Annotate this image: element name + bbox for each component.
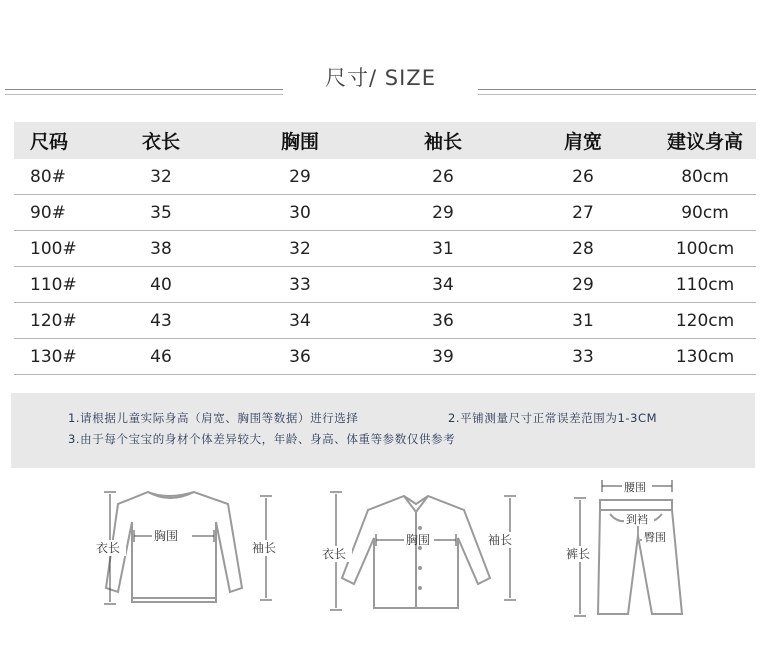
cell-shoulder: 26 bbox=[512, 159, 654, 195]
sweater-sleeve-label: 袖长 bbox=[252, 541, 277, 555]
shirt-diagram bbox=[312, 470, 532, 620]
cell-chest: 32 bbox=[226, 231, 374, 267]
header-chest: 胸围 bbox=[226, 122, 374, 159]
cell-chest: 29 bbox=[226, 159, 374, 195]
cell-size: 130# bbox=[14, 339, 96, 375]
cell-length: 32 bbox=[96, 159, 226, 195]
cell-size: 90# bbox=[14, 195, 96, 231]
cell-height: 110cm bbox=[654, 267, 756, 303]
sweater-length-label: 衣长 bbox=[96, 541, 121, 555]
table-header-row bbox=[14, 122, 756, 159]
sweater-chest-label: 胸围 bbox=[154, 529, 179, 543]
cell-size: 80# bbox=[14, 159, 96, 195]
table-row bbox=[14, 267, 756, 303]
cell-height: 80cm bbox=[654, 159, 756, 195]
note-2: 2.平铺测量尺寸正常误差范围为1-3CM bbox=[448, 411, 658, 425]
cell-shoulder: 33 bbox=[512, 339, 654, 375]
header-shoulder: 肩宽 bbox=[512, 122, 654, 159]
table-row bbox=[14, 159, 756, 195]
title-divider-left-thin bbox=[5, 94, 283, 95]
pants-hip-label: 臀围 bbox=[644, 531, 666, 544]
cell-sleeve: 36 bbox=[374, 303, 512, 339]
cell-height: 130cm bbox=[654, 339, 756, 375]
cell-length: 38 bbox=[96, 231, 226, 267]
cell-size: 110# bbox=[14, 267, 96, 303]
cell-shoulder: 27 bbox=[512, 195, 654, 231]
cell-length: 35 bbox=[96, 195, 226, 231]
table-row bbox=[14, 231, 756, 267]
cell-height: 100cm bbox=[654, 231, 756, 267]
size-table bbox=[14, 122, 756, 375]
shirt-chest-label: 胸围 bbox=[406, 533, 431, 547]
table-row bbox=[14, 303, 756, 339]
pants-crotch-label: 到裆 bbox=[626, 513, 648, 526]
page-title: 尺寸/ SIZE bbox=[325, 66, 436, 90]
cell-length: 46 bbox=[96, 339, 226, 375]
title-divider-right-thin bbox=[478, 94, 756, 95]
pants-diagram bbox=[560, 470, 720, 625]
header-sleeve: 袖长 bbox=[374, 122, 512, 159]
size-title-section bbox=[0, 50, 761, 100]
pants-waist-label: 腰围 bbox=[624, 481, 646, 494]
cell-size: 120# bbox=[14, 303, 96, 339]
cell-sleeve: 26 bbox=[374, 159, 512, 195]
pants-illustration bbox=[560, 470, 720, 625]
cell-length: 43 bbox=[96, 303, 226, 339]
note-1: 1.请根据儿童实际身高（肩宽、胸围等数据）进行选择 bbox=[68, 411, 359, 425]
cell-height: 90cm bbox=[654, 195, 756, 231]
cell-chest: 34 bbox=[226, 303, 374, 339]
table-row bbox=[14, 339, 756, 375]
cell-length: 40 bbox=[96, 267, 226, 303]
header-length: 衣长 bbox=[96, 122, 226, 159]
size-notes-panel bbox=[11, 393, 755, 468]
cell-chest: 36 bbox=[226, 339, 374, 375]
note-3: 3.由于每个宝宝的身材个体差异较大，年龄、身高、体重等参数仅供参考 bbox=[68, 432, 456, 446]
shirt-sleeve-label: 袖长 bbox=[488, 533, 513, 547]
cell-sleeve: 31 bbox=[374, 231, 512, 267]
cell-height: 120cm bbox=[654, 303, 756, 339]
cell-shoulder: 31 bbox=[512, 303, 654, 339]
header-height: 建议身高 bbox=[654, 122, 756, 159]
cell-sleeve: 39 bbox=[374, 339, 512, 375]
cell-chest: 30 bbox=[226, 195, 374, 231]
cell-shoulder: 29 bbox=[512, 267, 654, 303]
shirt-illustration bbox=[312, 470, 532, 620]
pants-length-label: 裤长 bbox=[566, 547, 591, 561]
table-row bbox=[14, 195, 756, 231]
sweater-diagram bbox=[90, 470, 290, 620]
sweater-illustration bbox=[90, 470, 290, 620]
cell-chest: 33 bbox=[226, 267, 374, 303]
cell-sleeve: 34 bbox=[374, 267, 512, 303]
cell-size: 100# bbox=[14, 231, 96, 267]
header-size: 尺码 bbox=[14, 122, 96, 159]
shirt-length-label: 衣长 bbox=[322, 547, 347, 561]
cell-shoulder: 28 bbox=[512, 231, 654, 267]
cell-sleeve: 29 bbox=[374, 195, 512, 231]
